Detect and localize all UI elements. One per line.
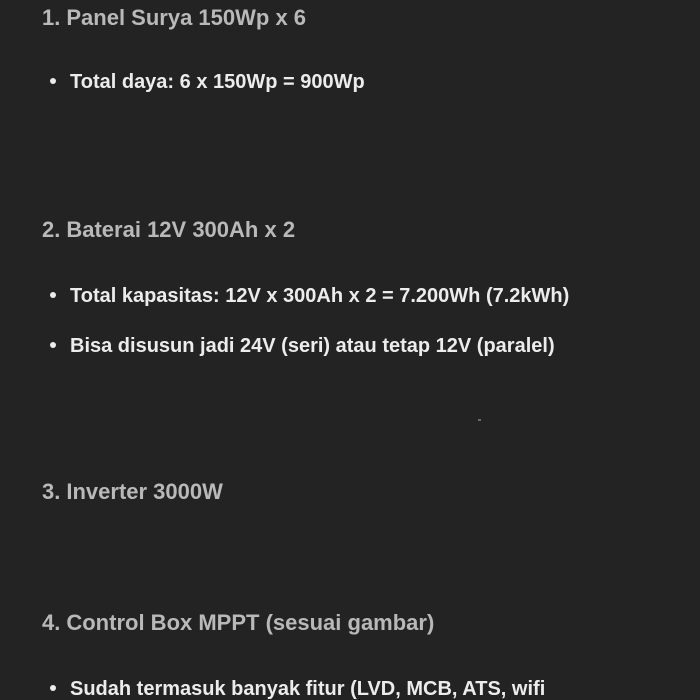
bullet-dot-icon [50,78,56,84]
section-3-number: 3. [42,479,61,504]
bullet-dot-icon [50,292,56,298]
bullet-dot-icon [50,342,56,348]
bullet-dot-icon [50,685,56,691]
section-3-heading [42,478,223,506]
section-2-bullet-2-text: Bisa disusun jadi 24V (seri) atau tetap 12V (paralel) [70,335,555,357]
section-4-bullet-1 [50,676,545,700]
section-1-number: 1. [42,5,61,30]
section-2-bullet-2 [50,333,555,359]
section-1-bullet-1 [50,69,365,95]
section-2-heading [42,216,295,244]
section-4-title: Control Box MPPT (sesuai gambar) [66,610,435,635]
section-1-title: Panel Surya 150Wp x 6 [66,5,307,30]
decorative-speck [478,419,481,421]
section-3-title: Inverter 3000W [66,479,223,504]
section-4-number: 4. [42,610,61,635]
section-2-bullet-1-text: Total kapasitas: 12V x 300Ah x 2 = 7.200Wh (7.2kWh) [70,285,570,307]
section-2-number: 2. [42,217,61,242]
section-4-heading [42,609,434,637]
section-2-title: Baterai 12V 300Ah x 2 [66,217,296,242]
section-4-bullet-1-text: Sudah termasuk banyak fitur (LVD, MCB, ATS, wifi [70,678,546,700]
section-1-bullet-1-text: Total daya: 6 x 150Wp = 900Wp [70,71,365,93]
section-2-bullet-1 [50,283,569,309]
section-1-heading [42,4,306,32]
